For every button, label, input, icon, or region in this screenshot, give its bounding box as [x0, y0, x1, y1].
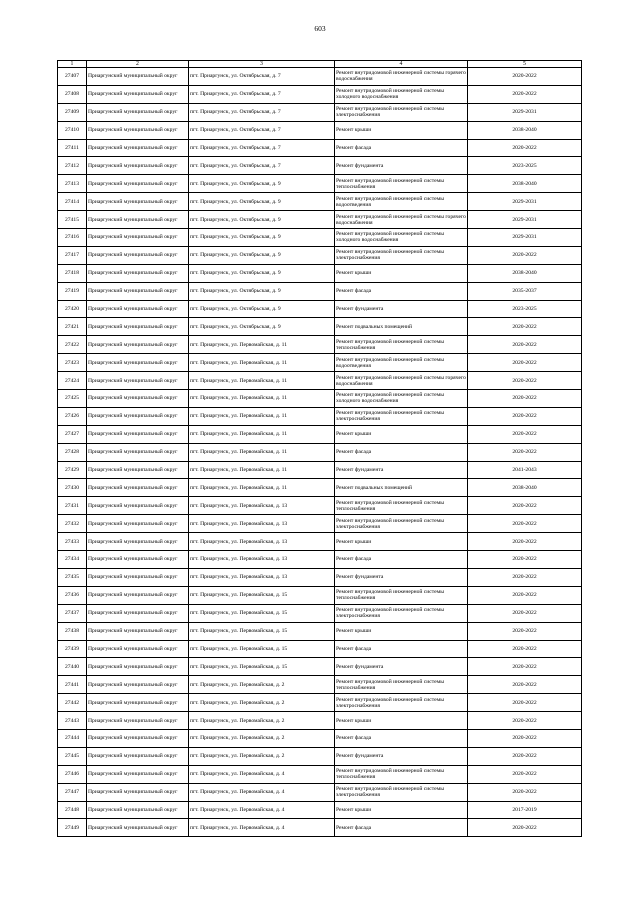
header-row	[58, 61, 582, 68]
cell-okrug: Приаргунский муниципальный округ	[87, 121, 189, 139]
cell-period: 2035-2037	[468, 282, 582, 300]
table-row	[58, 712, 582, 730]
cell-address: пгт. Приаргунск, ул. Октябрьская, д. 9	[189, 193, 335, 211]
cell-okrug: Приаргунский муниципальный округ	[87, 765, 189, 783]
cell-num: 27419	[58, 282, 87, 300]
cell-num: 27425	[58, 390, 87, 408]
cell-okrug: Приаргунский муниципальный округ	[87, 336, 189, 354]
table-row	[58, 103, 582, 121]
cell-address: пгт. Приаргунск, ул. Первомайская, д. 13	[189, 533, 335, 551]
cell-okrug: Приаргунский муниципальный округ	[87, 157, 189, 175]
cell-num: 27439	[58, 640, 87, 658]
cell-address: пгт. Приаргунск, ул. Октябрьская, д. 9	[189, 318, 335, 336]
cell-period: 2020-2022	[468, 712, 582, 730]
cell-period: 2020-2022	[468, 85, 582, 103]
table-row	[58, 390, 582, 408]
cell-address: пгт. Приаргунск, ул. Первомайская, д. 13	[189, 568, 335, 586]
cell-okrug: Приаргунский муниципальный округ	[87, 193, 189, 211]
cell-okrug: Приаргунский муниципальный округ	[87, 211, 189, 229]
cell-address: пгт. Приаргунск, ул. Первомайская, д. 15	[189, 586, 335, 604]
table-row	[58, 801, 582, 819]
cell-period: 2020-2022	[468, 336, 582, 354]
cell-num: 27432	[58, 515, 87, 533]
cell-okrug: Приаргунский муниципальный округ	[87, 622, 189, 640]
cell-work: Ремонт подвальных помещений	[335, 318, 468, 336]
cell-work: Ремонт фундамента	[335, 300, 468, 318]
cell-period: 2020-2022	[468, 640, 582, 658]
table-row	[58, 479, 582, 497]
cell-address: пгт. Приаргунск, ул. Первомайская, д. 15	[189, 604, 335, 622]
cell-period: 2038-2040	[468, 479, 582, 497]
cell-okrug: Приаргунский муниципальный округ	[87, 282, 189, 300]
table-row	[58, 336, 582, 354]
cell-num: 27427	[58, 425, 87, 443]
cell-address: пгт. Приаргунск, ул. Первомайская, д. 2	[189, 747, 335, 765]
cell-address: пгт. Приаргунск, ул. Первомайская, д. 2	[189, 694, 335, 712]
cell-period: 2020-2022	[468, 694, 582, 712]
cell-address: пгт. Приаргунск, ул. Первомайская, д. 13	[189, 515, 335, 533]
page-number: 603	[314, 24, 326, 33]
table-row	[58, 640, 582, 658]
cell-work: Ремонт внутридомовой инженерной системы электроснабжения	[335, 407, 468, 425]
cell-okrug: Приаргунский муниципальный округ	[87, 390, 189, 408]
cell-period: 2020-2022	[468, 68, 582, 86]
cell-period: 2020-2022	[468, 515, 582, 533]
cell-address: пгт. Приаргунск, ул. Первомайская, д. 15	[189, 622, 335, 640]
header-cell-period: 5	[468, 61, 582, 68]
cell-work: Ремонт фасада	[335, 443, 468, 461]
cell-okrug: Приаргунский муниципальный округ	[87, 139, 189, 157]
table-row	[58, 497, 582, 515]
cell-address: пгт. Приаргунск, ул. Первомайская, д. 4	[189, 783, 335, 801]
table-row	[58, 533, 582, 551]
cell-work: Ремонт фундамента	[335, 461, 468, 479]
cell-address: пгт. Приаргунск, ул. Первомайская, д. 4	[189, 801, 335, 819]
cell-num: 27438	[58, 622, 87, 640]
cell-work: Ремонт внутридомовой инженерной системы холодного водоснабжения	[335, 85, 468, 103]
cell-num: 27424	[58, 372, 87, 390]
cell-work: Ремонт внутридомовой инженерной системы горячего водоснабжения	[335, 211, 468, 229]
cell-num: 27433	[58, 533, 87, 551]
cell-okrug: Приаргунский муниципальный округ	[87, 103, 189, 121]
cell-address: пгт. Приаргунск, ул. Октябрьская, д. 9	[189, 282, 335, 300]
cell-period: 2029-2031	[468, 211, 582, 229]
cell-work: Ремонт внутридомовой инженерной системы электроснабжения	[335, 103, 468, 121]
cell-address: пгт. Приаргунск, ул. Первомайская, д. 13	[189, 551, 335, 569]
cell-num: 27431	[58, 497, 87, 515]
cell-okrug: Приаргунский муниципальный округ	[87, 354, 189, 372]
cell-address: пгт. Приаргунск, ул. Первомайская, д. 11	[189, 390, 335, 408]
cell-address: пгт. Приаргунск, ул. Октябрьская, д. 7	[189, 103, 335, 121]
cell-work: Ремонт внутридомовой инженерной системы теплоснабжения	[335, 586, 468, 604]
cell-num: 27420	[58, 300, 87, 318]
cell-period: 2020-2022	[468, 497, 582, 515]
cell-address: пгт. Приаргунск, ул. Октябрьская, д. 9	[189, 300, 335, 318]
cell-address: пгт. Приаргунск, ул. Первомайская, д. 11	[189, 354, 335, 372]
cell-num: 27430	[58, 479, 87, 497]
table-row	[58, 121, 582, 139]
cell-address: пгт. Приаргунск, ул. Первомайская, д. 15	[189, 658, 335, 676]
table-row	[58, 354, 582, 372]
cell-num: 27437	[58, 604, 87, 622]
cell-okrug: Приаргунский муниципальный округ	[87, 712, 189, 730]
cell-work: Ремонт внутридомовой инженерной системы холодного водоснабжения	[335, 390, 468, 408]
table-row	[58, 586, 582, 604]
cell-address: пгт. Приаргунск, ул. Октябрьская, д. 9	[189, 246, 335, 264]
cell-work: Ремонт внутридомовой инженерной системы холодного водоснабжения	[335, 229, 468, 247]
cell-okrug: Приаргунский муниципальный округ	[87, 461, 189, 479]
cell-okrug: Приаргунский муниципальный округ	[87, 372, 189, 390]
cell-okrug: Приаргунский муниципальный округ	[87, 568, 189, 586]
cell-work: Ремонт внутридомовой инженерной системы электроснабжения	[335, 246, 468, 264]
cell-period: 2020-2022	[468, 568, 582, 586]
table-row	[58, 264, 582, 282]
cell-num: 27426	[58, 407, 87, 425]
cell-work: Ремонт внутридомовой инженерной системы водоотведения	[335, 193, 468, 211]
cell-num: 27411	[58, 139, 87, 157]
cell-address: пгт. Приаргунск, ул. Первомайская, д. 11	[189, 336, 335, 354]
cell-work: Ремонт фундамента	[335, 157, 468, 175]
cell-num: 27417	[58, 246, 87, 264]
cell-num: 27415	[58, 211, 87, 229]
cell-work: Ремонт внутридомовой инженерной системы теплоснабжения	[335, 497, 468, 515]
cell-address: пгт. Приаргунск, ул. Первомайская, д. 2	[189, 712, 335, 730]
cell-address: пгт. Приаргунск, ул. Октябрьская, д. 9	[189, 229, 335, 247]
cell-period: 2023-2025	[468, 157, 582, 175]
cell-okrug: Приаргунский муниципальный округ	[87, 783, 189, 801]
cell-num: 27447	[58, 783, 87, 801]
cell-work: Ремонт крыши	[335, 425, 468, 443]
cell-period: 2020-2022	[468, 533, 582, 551]
cell-okrug: Приаргунский муниципальный округ	[87, 407, 189, 425]
table-row	[58, 515, 582, 533]
cell-work: Ремонт крыши	[335, 264, 468, 282]
cell-work: Ремонт крыши	[335, 121, 468, 139]
cell-period: 2029-2031	[468, 229, 582, 247]
table-row	[58, 729, 582, 747]
cell-num: 27418	[58, 264, 87, 282]
cell-num: 27407	[58, 68, 87, 86]
cell-num: 27443	[58, 712, 87, 730]
table-row	[58, 765, 582, 783]
cell-okrug: Приаргунский муниципальный округ	[87, 640, 189, 658]
cell-num: 27442	[58, 694, 87, 712]
cell-work: Ремонт внутридомовой инженерной системы горячего водоснабжения	[335, 372, 468, 390]
cell-okrug: Приаргунский муниципальный округ	[87, 801, 189, 819]
table-row	[58, 622, 582, 640]
cell-num: 27434	[58, 551, 87, 569]
cell-period: 2038-2040	[468, 121, 582, 139]
cell-address: пгт. Приаргунск, ул. Первомайская, д. 15	[189, 640, 335, 658]
header-cell-okrug: 2	[87, 61, 189, 68]
table-row	[58, 68, 582, 86]
cell-okrug: Приаргунский муниципальный округ	[87, 68, 189, 86]
cell-address: пгт. Приаргунск, ул. Октябрьская, д. 9	[189, 264, 335, 282]
cell-work: Ремонт внутридомовой инженерной системы теплоснабжения	[335, 765, 468, 783]
cell-work: Ремонт внутридомовой инженерной системы горячего водоснабжения	[335, 68, 468, 86]
cell-period: 2020-2022	[468, 622, 582, 640]
cell-work: Ремонт внутридомовой инженерной системы электроснабжения	[335, 604, 468, 622]
cell-period: 2020-2022	[468, 246, 582, 264]
header-cell-work: 4	[335, 61, 468, 68]
table-row	[58, 211, 582, 229]
cell-work: Ремонт крыши	[335, 801, 468, 819]
cell-period: 2020-2022	[468, 425, 582, 443]
cell-period: 2020-2022	[468, 676, 582, 694]
cell-num: 27445	[58, 747, 87, 765]
cell-address: пгт. Приаргунск, ул. Первомайская, д. 2	[189, 729, 335, 747]
cell-work: Ремонт фундамента	[335, 747, 468, 765]
cell-num: 27440	[58, 658, 87, 676]
cell-num: 27428	[58, 443, 87, 461]
cell-address: пгт. Приаргунск, ул. Октябрьская, д. 7	[189, 157, 335, 175]
table-row	[58, 425, 582, 443]
cell-work: Ремонт фасада	[335, 640, 468, 658]
cell-period: 2020-2022	[468, 407, 582, 425]
cell-work: Ремонт крыши	[335, 533, 468, 551]
cell-num: 27422	[58, 336, 87, 354]
cell-num: 27409	[58, 103, 87, 121]
cell-period: 2020-2022	[468, 372, 582, 390]
table-row	[58, 175, 582, 193]
cell-okrug: Приаргунский муниципальный округ	[87, 819, 189, 837]
cell-work: Ремонт фундамента	[335, 658, 468, 676]
cell-work: Ремонт фундамента	[335, 568, 468, 586]
cell-okrug: Приаргунский муниципальный округ	[87, 229, 189, 247]
cell-okrug: Приаргунский муниципальный округ	[87, 729, 189, 747]
cell-okrug: Приаргунский муниципальный округ	[87, 658, 189, 676]
cell-okrug: Приаргунский муниципальный округ	[87, 604, 189, 622]
cell-work: Ремонт внутридомовой инженерной системы теплоснабжения	[335, 175, 468, 193]
cell-address: пгт. Приаргунск, ул. Первомайская, д. 2	[189, 676, 335, 694]
cell-period: 2020-2022	[468, 765, 582, 783]
cell-num: 27412	[58, 157, 87, 175]
table-row	[58, 282, 582, 300]
cell-num: 27410	[58, 121, 87, 139]
table-row	[58, 85, 582, 103]
table-row	[58, 300, 582, 318]
cell-period: 2017-2019	[468, 801, 582, 819]
cell-okrug: Приаргунский муниципальный округ	[87, 551, 189, 569]
cell-num: 27436	[58, 586, 87, 604]
cell-work: Ремонт крыши	[335, 712, 468, 730]
cell-address: пгт. Приаргунск, ул. Первомайская, д. 11	[189, 443, 335, 461]
cell-num: 27441	[58, 676, 87, 694]
cell-period: 2020-2022	[468, 604, 582, 622]
cell-address: пгт. Приаргунск, ул. Октябрьская, д. 7	[189, 68, 335, 86]
table-row	[58, 658, 582, 676]
table-row	[58, 229, 582, 247]
cell-num: 27448	[58, 801, 87, 819]
cell-okrug: Приаргунский муниципальный округ	[87, 246, 189, 264]
cell-period: 2020-2022	[468, 747, 582, 765]
cell-period: 2029-2031	[468, 103, 582, 121]
cell-period: 2038-2040	[468, 175, 582, 193]
cell-okrug: Приаргунский муниципальный округ	[87, 318, 189, 336]
cell-address: пгт. Приаргунск, ул. Октябрьская, д. 9	[189, 211, 335, 229]
cell-period: 2020-2022	[468, 139, 582, 157]
cell-okrug: Приаргунский муниципальный округ	[87, 264, 189, 282]
cell-okrug: Приаргунский муниципальный округ	[87, 694, 189, 712]
cell-address: пгт. Приаргунск, ул. Первомайская, д. 11	[189, 407, 335, 425]
cell-period: 2023-2025	[468, 300, 582, 318]
cell-num: 27408	[58, 85, 87, 103]
cell-period: 2020-2022	[468, 729, 582, 747]
cell-work: Ремонт фасада	[335, 729, 468, 747]
cell-period: 2029-2031	[468, 193, 582, 211]
table-row	[58, 783, 582, 801]
cell-period: 2020-2022	[468, 819, 582, 837]
table-row	[58, 157, 582, 175]
cell-num: 27435	[58, 568, 87, 586]
cell-okrug: Приаргунский муниципальный округ	[87, 515, 189, 533]
cell-address: пгт. Приаргунск, ул. Первомайская, д. 11	[189, 479, 335, 497]
cell-okrug: Приаргунский муниципальный округ	[87, 747, 189, 765]
cell-num: 27449	[58, 819, 87, 837]
header-cell-num: 1	[58, 61, 87, 68]
table-row	[58, 461, 582, 479]
cell-work: Ремонт фасада	[335, 551, 468, 569]
cell-period: 2020-2022	[468, 586, 582, 604]
cell-period: 2020-2022	[468, 783, 582, 801]
cell-work: Ремонт крыши	[335, 622, 468, 640]
cell-period: 2020-2022	[468, 551, 582, 569]
cell-okrug: Приаргунский муниципальный округ	[87, 497, 189, 515]
cell-num: 27446	[58, 765, 87, 783]
cell-address: пгт. Приаргунск, ул. Октябрьская, д. 9	[189, 175, 335, 193]
cell-okrug: Приаргунский муниципальный округ	[87, 300, 189, 318]
cell-num: 27413	[58, 175, 87, 193]
cell-num: 27429	[58, 461, 87, 479]
cell-address: пгт. Приаргунск, ул. Первомайская, д. 11	[189, 461, 335, 479]
cell-okrug: Приаргунский муниципальный округ	[87, 676, 189, 694]
table-row	[58, 407, 582, 425]
cell-work: Ремонт фасада	[335, 282, 468, 300]
cell-address: пгт. Приаргунск, ул. Первомайская, д. 4	[189, 819, 335, 837]
cell-period: 2041-2043	[468, 461, 582, 479]
cell-work: Ремонт внутридомовой инженерной системы электроснабжения	[335, 694, 468, 712]
cell-okrug: Приаргунский муниципальный округ	[87, 586, 189, 604]
cell-address: пгт. Приаргунск, ул. Первомайская, д. 4	[189, 765, 335, 783]
table-row	[58, 246, 582, 264]
table-row	[58, 139, 582, 157]
header-cell-address: 3	[189, 61, 335, 68]
cell-work: Ремонт внутридомовой инженерной системы теплоснабжения	[335, 676, 468, 694]
cell-okrug: Приаргунский муниципальный округ	[87, 443, 189, 461]
cell-work: Ремонт фасада	[335, 139, 468, 157]
cell-period: 2020-2022	[468, 390, 582, 408]
cell-address: пгт. Приаргунск, ул. Первомайская, д. 11	[189, 372, 335, 390]
table-row	[58, 193, 582, 211]
cell-period: 2020-2022	[468, 443, 582, 461]
cell-period: 2020-2022	[468, 318, 582, 336]
cell-okrug: Приаргунский муниципальный округ	[87, 533, 189, 551]
table-row	[58, 676, 582, 694]
table-row	[58, 551, 582, 569]
cell-address: пгт. Приаргунск, ул. Первомайская, д. 13	[189, 497, 335, 515]
cell-num: 27444	[58, 729, 87, 747]
table-row	[58, 819, 582, 837]
cell-work: Ремонт подвальных помещений	[335, 479, 468, 497]
cell-okrug: Приаргунский муниципальный округ	[87, 425, 189, 443]
cell-num: 27414	[58, 193, 87, 211]
cell-num: 27423	[58, 354, 87, 372]
cell-period: 2020-2022	[468, 658, 582, 676]
cell-okrug: Приаргунский муниципальный округ	[87, 479, 189, 497]
cell-address: пгт. Приаргунск, ул. Октябрьская, д. 7	[189, 121, 335, 139]
repair-schedule-table	[57, 60, 582, 837]
table-row	[58, 443, 582, 461]
cell-work: Ремонт фасада	[335, 819, 468, 837]
cell-work: Ремонт внутридомовой инженерной системы электроснабжения	[335, 515, 468, 533]
cell-work: Ремонт внутридомовой инженерной системы водоотведения	[335, 354, 468, 372]
cell-num: 27421	[58, 318, 87, 336]
cell-num: 27416	[58, 229, 87, 247]
cell-okrug: Приаргунский муниципальный округ	[87, 85, 189, 103]
table-row	[58, 568, 582, 586]
table-row	[58, 694, 582, 712]
cell-address: пгт. Приаргунск, ул. Октябрьская, д. 7	[189, 139, 335, 157]
table-row	[58, 747, 582, 765]
cell-period: 2020-2022	[468, 354, 582, 372]
cell-period: 2038-2040	[468, 264, 582, 282]
table-row	[58, 604, 582, 622]
cell-work: Ремонт внутридомовой инженерной системы электроснабжения	[335, 783, 468, 801]
cell-address: пгт. Приаргунск, ул. Октябрьская, д. 7	[189, 85, 335, 103]
table-body	[58, 61, 582, 837]
cell-address: пгт. Приаргунск, ул. Первомайская, д. 11	[189, 425, 335, 443]
cell-work: Ремонт внутридомовой инженерной системы теплоснабжения	[335, 336, 468, 354]
table-row	[58, 318, 582, 336]
cell-okrug: Приаргунский муниципальный округ	[87, 175, 189, 193]
table-row	[58, 372, 582, 390]
